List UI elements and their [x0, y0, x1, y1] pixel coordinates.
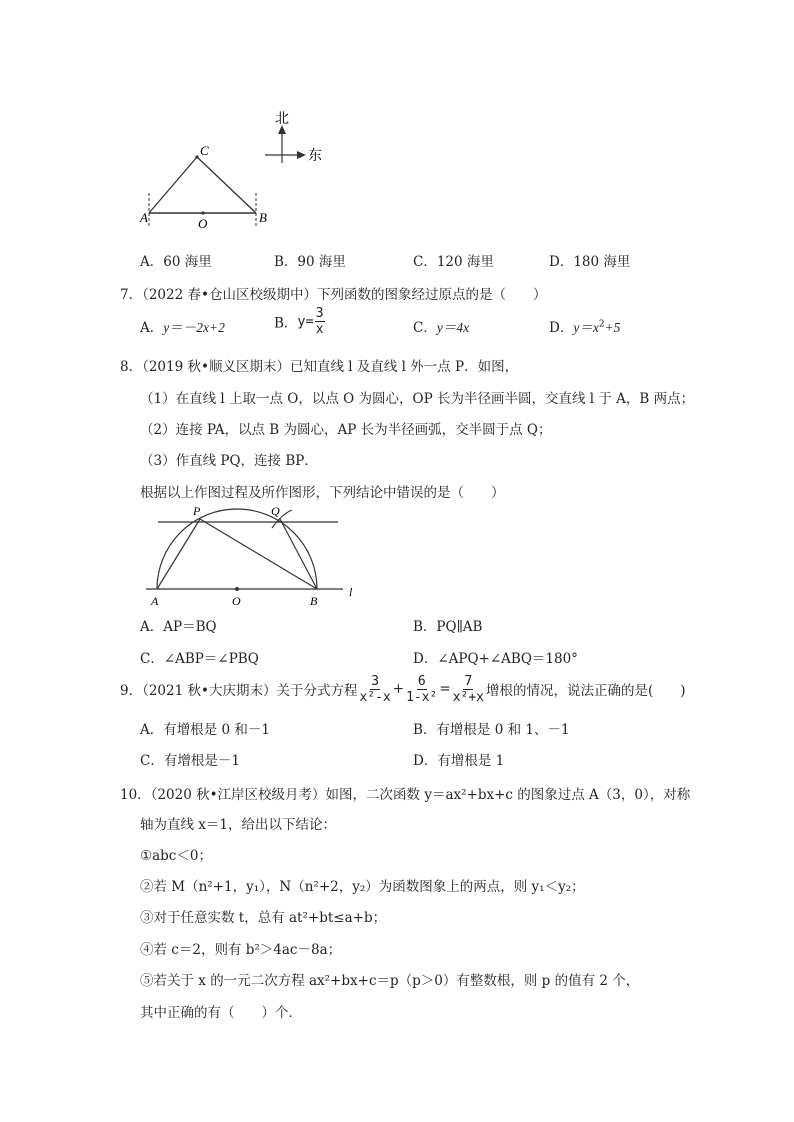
- q6-option-c: C．120 海里: [413, 254, 494, 270]
- q7-option-d-rest: +5: [604, 320, 621, 335]
- segment-pb: [200, 519, 317, 589]
- q9-option-d: D．有增根是 1: [413, 753, 505, 769]
- q9-fraction-3: [452, 674, 485, 705]
- q9-option-b: B．有增根是 0 和 1、－1: [413, 722, 570, 738]
- compass-east-label: 东: [308, 148, 322, 164]
- compass-north-label: 北: [275, 111, 289, 127]
- label-a-8: A: [151, 594, 159, 608]
- label-q: Q: [271, 504, 280, 518]
- q10-line2: 轴为直线 x＝1，给出以下结论：: [140, 817, 336, 833]
- q7-option-b: [274, 306, 326, 337]
- q10-conclusion-5: ⑤若关于 x 的一元二次方程 ax²+bx+c＝p（p＞0）有整数根，则 p 的值有 2 个，: [140, 973, 640, 989]
- q10-line1: 10．（2020 秋•江岸区校级月考）如图，二次函数 y＝ax²+bx+c 的图象过点 A（3，0），对称: [120, 787, 691, 803]
- q10-ask: 其中正确的有（ ）个．: [140, 1005, 302, 1021]
- q9-f3-num: 7: [464, 673, 473, 689]
- q9-stem: [120, 669, 686, 709]
- label-b-8: B: [310, 594, 318, 608]
- q8-option-c: C．∠ABP＝∠PBQ: [140, 651, 259, 667]
- label-o: O: [198, 216, 208, 231]
- q7-option-c: [413, 316, 469, 336]
- q9-fraction-2: [405, 674, 438, 705]
- q8-option-b: B．PQ∥AB: [413, 619, 483, 635]
- q7-option-b-den: x: [315, 322, 324, 337]
- point-o-dot: [235, 587, 239, 591]
- q6-option-d: D．180 海里: [549, 254, 631, 270]
- q9-f1-num: 3: [371, 673, 380, 689]
- q10-conclusion-3: ③对于任意实数 t，总有 at²+bt≤a+b；: [140, 910, 387, 926]
- semicircle-figure: [138, 500, 368, 610]
- q9-f1-den: x²-x: [359, 689, 391, 705]
- east-arrow-icon: [297, 151, 306, 159]
- q8-step3: （3）作直线 PQ，连接 BP．: [140, 453, 318, 469]
- q9-option-a: A．有增根是 0 和－1: [140, 722, 271, 738]
- q9-equals: =: [439, 681, 451, 697]
- q8-step2: （2）连接 PA，以点 B 为圆心，AP 长为半径画弧，交半圆于点 Q；: [140, 422, 552, 438]
- q7-option-b-num: 3: [315, 306, 324, 321]
- q8-ask: 根据以上作图过程及所作图形，下列结论中错误的是（ ）: [140, 485, 505, 501]
- q7-option-a-letter: A．: [140, 320, 164, 336]
- point-o: [201, 211, 204, 214]
- q6-option-a: A．60 海里: [140, 254, 212, 270]
- label-o-8: O: [232, 594, 241, 608]
- q7-option-a-expr: y＝－2x+2: [163, 320, 225, 335]
- q7-option-b-y: y=: [297, 313, 314, 330]
- segment-bc: [197, 157, 256, 213]
- q7-option-d-letter: D．: [549, 320, 574, 336]
- q7-option-a: [140, 316, 225, 336]
- q10-conclusion-4: ④若 c＝2，则有 b²＞4ac－8a；: [140, 942, 342, 958]
- q7-option-d: [549, 316, 620, 336]
- q8-stem: 8．（2019 秋•顺义区期末）已知直线 l 及直线 l 外一点 P．如图，: [120, 359, 519, 375]
- q8-option-a: A．AP＝BQ: [140, 619, 217, 635]
- q10-conclusion-1: ①abc＜0；: [140, 848, 212, 864]
- point-c: [195, 155, 198, 158]
- q7-option-d-expr: y＝x: [573, 320, 599, 335]
- q7-stem: 7．（2022 春•仓山区校级期中）下列函数的图象经过原点的是（ ）: [120, 287, 547, 303]
- q9-f2-num: 6: [417, 673, 426, 689]
- segment-pa: [157, 519, 200, 589]
- segment-ac: [149, 157, 197, 213]
- q7-option-c-expr: y＝4x: [436, 320, 470, 335]
- label-b: B: [259, 210, 267, 225]
- q8-step1: （1）在直线 l 上取一点 O，以点 O 为圆心，OP 长为半径画半圆，交直线 l 于 A，B 两点；: [140, 391, 695, 407]
- q6-option-b: B．90 海里: [274, 254, 346, 270]
- q9-prefix: 9．（2021 秋•大庆期末）关于分式方程: [120, 683, 358, 699]
- label-a: A: [140, 210, 148, 225]
- q10-conclusion-2: ②若 M（n²+1，y₁），N（n²+2，y₂）为函数图象上的两点，则 y₁＜y₂；: [140, 879, 585, 895]
- q9-suffix: 增根的情况，说法正确的是( ): [486, 683, 686, 699]
- label-l: l: [349, 585, 353, 599]
- q9-f2-den: 1-x²: [406, 689, 438, 705]
- q9-option-c: C．有增根是－1: [140, 753, 240, 769]
- q9-f3-den: x²+x: [452, 689, 485, 705]
- q9-plus: +: [392, 681, 405, 697]
- q8-option-d: D．∠APQ+∠ABQ＝180°: [413, 651, 578, 667]
- q7-option-d-exponent: 2: [598, 319, 605, 330]
- q9-fraction-1: [358, 674, 391, 705]
- triangle-figure: [135, 105, 345, 235]
- q7-option-b-letter: B．: [274, 315, 298, 332]
- label-c: C: [200, 143, 209, 158]
- q7-option-b-fraction: [315, 306, 325, 337]
- q7-option-c-letter: C．: [413, 320, 437, 336]
- label-p: P: [193, 504, 201, 518]
